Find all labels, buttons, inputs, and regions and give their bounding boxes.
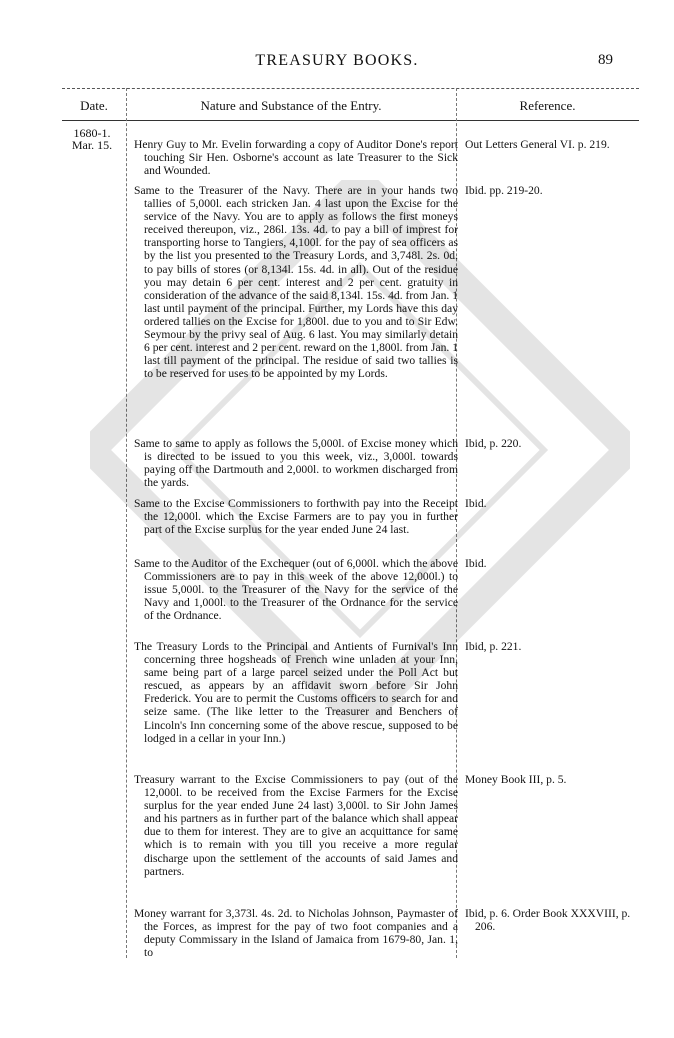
reference-4: Ibid. (465, 497, 487, 510)
reference-7: Money Book III, p. 5. (465, 773, 567, 786)
entry-5: Same to the Auditor of the Exchequer (out of 6,000l. which the above Commissioners are to pay in this week of the above 12,000l.) to issue 5,000l. to the Treasurer of the Navy for the service of the Navy and 1,000l. to the Treasurer of the Ordnance for the service of the Ordnance. (134, 557, 458, 623)
running-title: TREASURY BOOKS. (255, 52, 419, 69)
date-day: Mar. 15. (71, 138, 113, 152)
entry-6: The Treasury Lords to the Principal and Antients of Furnival's Inn concerning three hogsheads of French wine unladen at your Inn, same being part of a large parcel seized under the Poll Act but rescued, as appears by an affidavit sworn before Sir John Frederick. You are to permit the Customs officers to search for and seize same. (The like letter to the Treasurer and Benchers of Lincoln's Inn concerning some of the above rescue, supposed to be lodged in a cellar in your Inn.) (134, 640, 458, 745)
page-number: 89 (598, 52, 613, 68)
column-header-date: Date. (80, 98, 108, 113)
column-header-nature: Nature and Substance of the Entry. (200, 98, 382, 113)
column-divider-date (126, 88, 127, 958)
entry-3: Same to same to apply as follows the 5,000l. of Excise money which is directed to be issued to you this week, viz., 3,000l. towards paying off the Dartmouth and 2,000l. to workmen discharged from the yards. (134, 437, 458, 490)
reference-8: Ibid, p. 6. Order Book XXXVIII, p. 206. (465, 907, 631, 934)
date-year: 1680-1. (73, 126, 111, 140)
page-header (0, 52, 674, 76)
entry-1: Henry Guy to Mr. Evelin forwarding a copy of Auditor Done's report touching Sir Hen. Osborne's account as late Treasurer to the Sick and Wounded. (134, 138, 458, 178)
entry-8: Money warrant for 3,373l. 4s. 2d. to Nicholas Johnson, Paymaster of the Forces, as imprest for the pay of two foot companies and a deputy Commissary in the Island of Jamaica from 1679-80, Jan. 1, to (134, 907, 458, 960)
entry-2: Same to the Treasurer of the Navy. There are in your hands two tallies of 5,000l. each stricken Jan. 4 last upon the Excise for the service of the Navy. You are to apply as follows the first moneys received thereupon, viz., 286l. 13s. 4d. to pay a bill of imprest for transporting horse to Tangiers, 4,100l. for the pay of sea officers as by the list you presented to the Treasury Lords, and 3,748l. 2s. 0d. to pay bills of stores (or 8,134l. 15s. 4d. in all). Out of the residue you may detain 6 per cent. interest and 2 per cent. gratuity in consideration of the advance of the said 8,134l. 15s. 4d. from Jan. 1 last until payment of the principal. Further, my Lords have this day ordered tallies on the Excise for 1,800l. due to you and to Sir Edw. Seymour by the privy seal of Aug. 6 last. You may similarly detain 6 per cent. interest and 2 per cent. reward on the 1,800l. from Jan. 1 last till payment of the principal. The residue of said two tallies is to be reserved for uses to be appointed by my Lords. (134, 184, 458, 381)
reference-1: Out Letters General VI. p. 219. (465, 138, 610, 151)
reference-2: Ibid. pp. 219-20. (465, 184, 543, 197)
column-header-reference: Reference. (519, 98, 576, 113)
entry-4: Same to the Excise Commissioners to forthwith pay into the Receipt the 12,000l. which the Excise Farmers are to pay you in further part of the Excise surplus for the year ended June 24 last. (134, 497, 458, 537)
entry-7: Treasury warrant to the Excise Commissioners to pay (out of the 12,000l. to be received from the Excise Farmers for the Excise surplus for the year ended June 24 last) 3,000l. to Sir John James and his partners as in further part of the balance which shall appear due to them for interest. They are to give an acquittance for same which is to remain with you till you receive a more regular discharge upon the settlement of the accounts of said James and partners. (134, 773, 458, 878)
reference-5: Ibid. (465, 557, 487, 570)
table-top-rule (62, 88, 639, 89)
table-header-rule (62, 120, 639, 121)
reference-3: Ibid, p. 220. (465, 437, 522, 450)
reference-6: Ibid, p. 221. (465, 640, 522, 653)
